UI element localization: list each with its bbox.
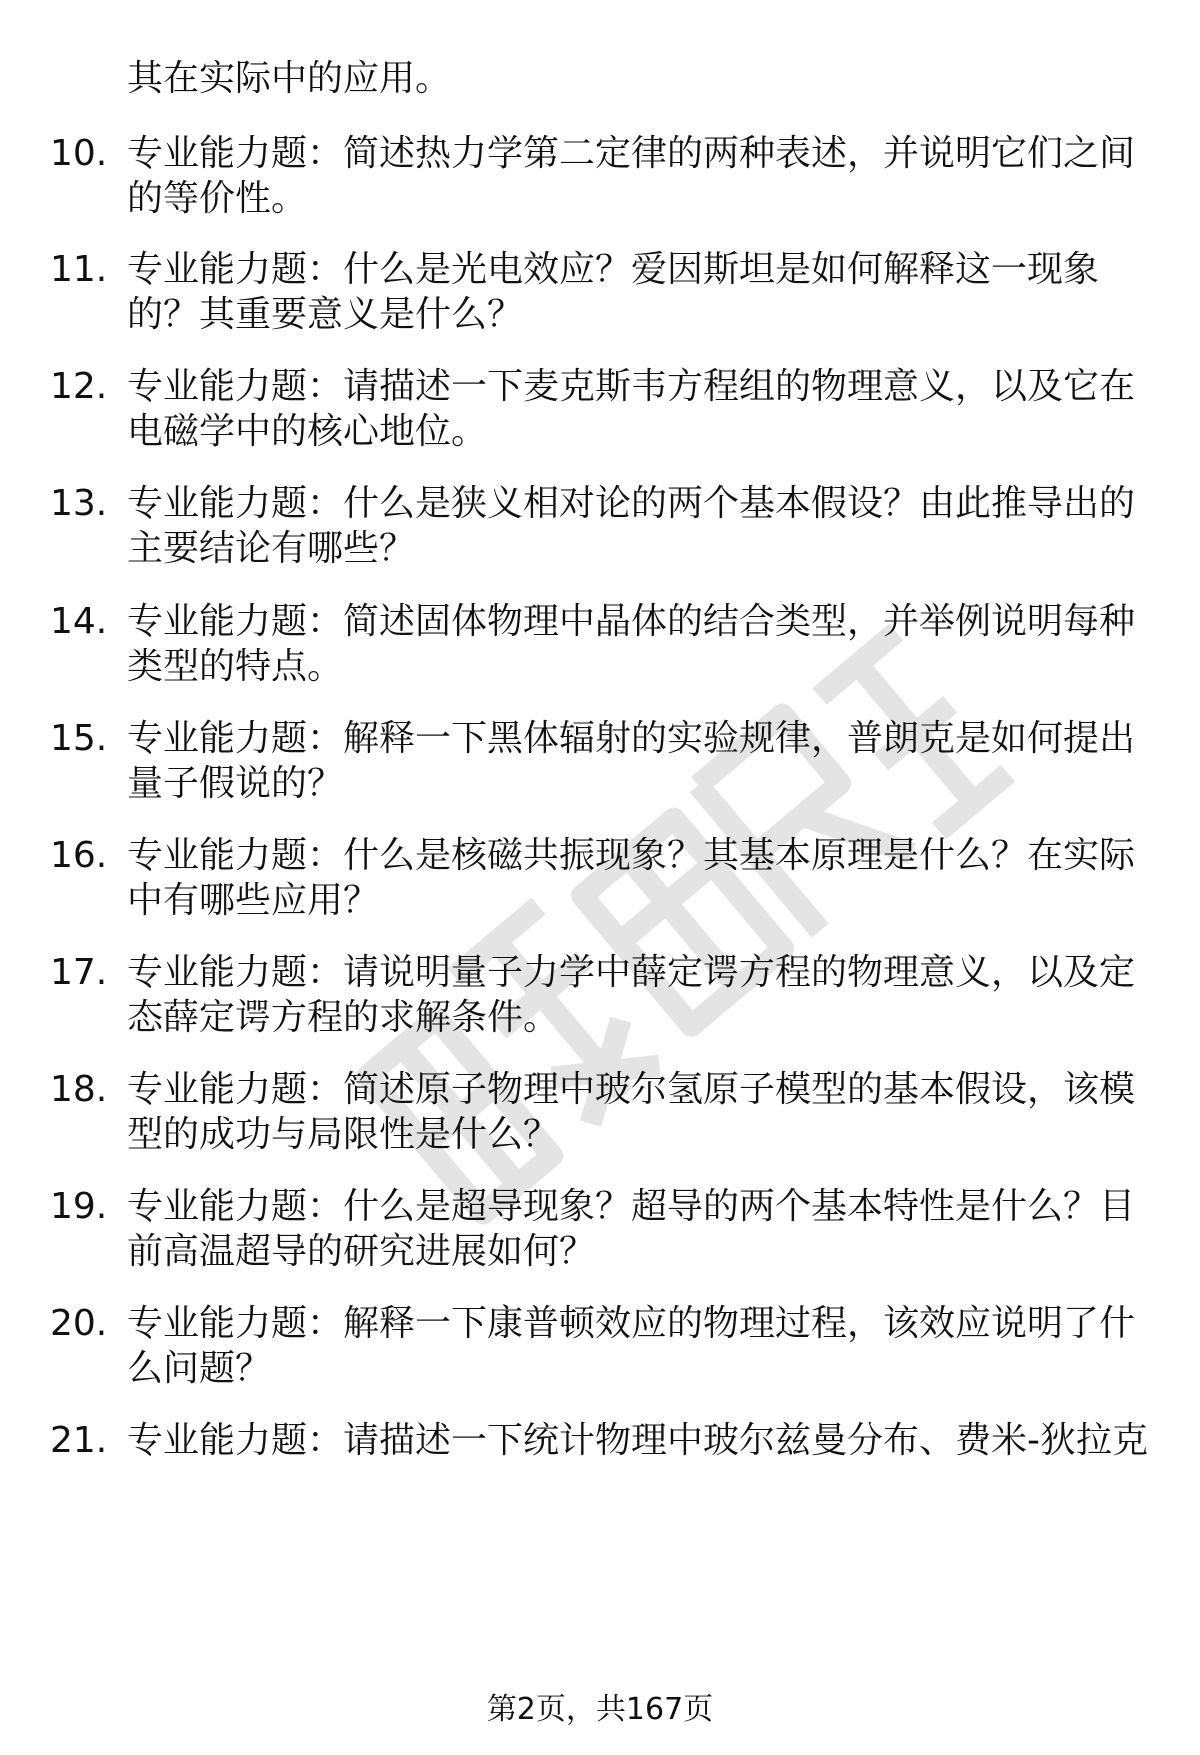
item-text-line: 专业能力题：什么是光电效应？爱因斯坦是如何解释这一现象 xyxy=(127,249,1100,290)
item-text-line: 专业能力题：简述原子物理中玻尔氢原子模型的基本假设，该模 xyxy=(127,1069,1136,1110)
item-text-line: 型的成功与局限性是什么？ xyxy=(127,1114,560,1155)
item-text-line: 的等价性。 xyxy=(127,178,308,219)
item-text-line: 专业能力题：简述热力学第二定律的两种表述，并说明它们之间 xyxy=(127,133,1136,174)
item-text-line: 量子假说的？ xyxy=(127,763,344,804)
item-text-line: 电磁学中的核心地位。 xyxy=(127,411,488,452)
item-text-line: 专业能力题：什么是核磁共振现象？其基本原理是什么？在实际 xyxy=(127,835,1136,876)
item-text-line: 类型的特点。 xyxy=(127,646,344,687)
item-text-line: 专业能力题：请说明量子力学中薛定谔方程的物理意义，以及定 xyxy=(127,952,1136,993)
item-number: 21. xyxy=(50,1420,108,1461)
item-text-line: 中有哪些应用？ xyxy=(127,880,380,921)
page-footer: 第2页，共167页 xyxy=(486,1692,714,1727)
item-number: 18. xyxy=(50,1069,108,1110)
item-text-line: 态薛定谔方程的求解条件。 xyxy=(127,997,560,1038)
carry-over-text: 其在实际中的应用。 xyxy=(127,58,452,99)
item-text-line: 专业能力题：简述固体物理中晶体的结合类型，并举例说明每种 xyxy=(127,601,1136,642)
item-number: 13. xyxy=(50,483,108,524)
item-text-line: 么问题？ xyxy=(127,1348,272,1389)
item-number: 10. xyxy=(50,133,108,174)
item-number: 14. xyxy=(50,601,108,642)
item-number: 12. xyxy=(50,366,108,407)
item-text-line: 的？其重要意义是什么？ xyxy=(127,294,524,335)
item-text-line: 专业能力题：解释一下黑体辐射的实验规律，普朗克是如何提出 xyxy=(127,718,1136,759)
item-number: 20. xyxy=(50,1303,108,1344)
item-text-line: 前高温超导的研究进展如何？ xyxy=(127,1231,596,1272)
item-number: 11. xyxy=(50,249,108,290)
item-text-line: 专业能力题：解释一下康普顿效应的物理过程，该效应说明了什 xyxy=(127,1303,1136,1344)
item-number: 16. xyxy=(50,835,108,876)
item-number: 15. xyxy=(50,718,108,759)
item-text-line: 专业能力题：什么是狭义相对论的两个基本假设？由此推导出的 xyxy=(127,483,1136,524)
item-text-line: 主要结论有哪些？ xyxy=(127,528,416,569)
item-text-line: 专业能力题：请描述一下麦克斯韦方程组的物理意义，以及它在 xyxy=(127,366,1136,407)
item-text-line: 专业能力题：什么是超导现象？超导的两个基本特性是什么？目 xyxy=(127,1186,1136,1227)
item-text-line: 专业能力题：请描述一下统计物理中玻尔兹曼分布、费米-狄拉克 xyxy=(127,1420,1148,1461)
item-number: 17. xyxy=(50,952,108,993)
item-number: 19. xyxy=(50,1186,108,1227)
